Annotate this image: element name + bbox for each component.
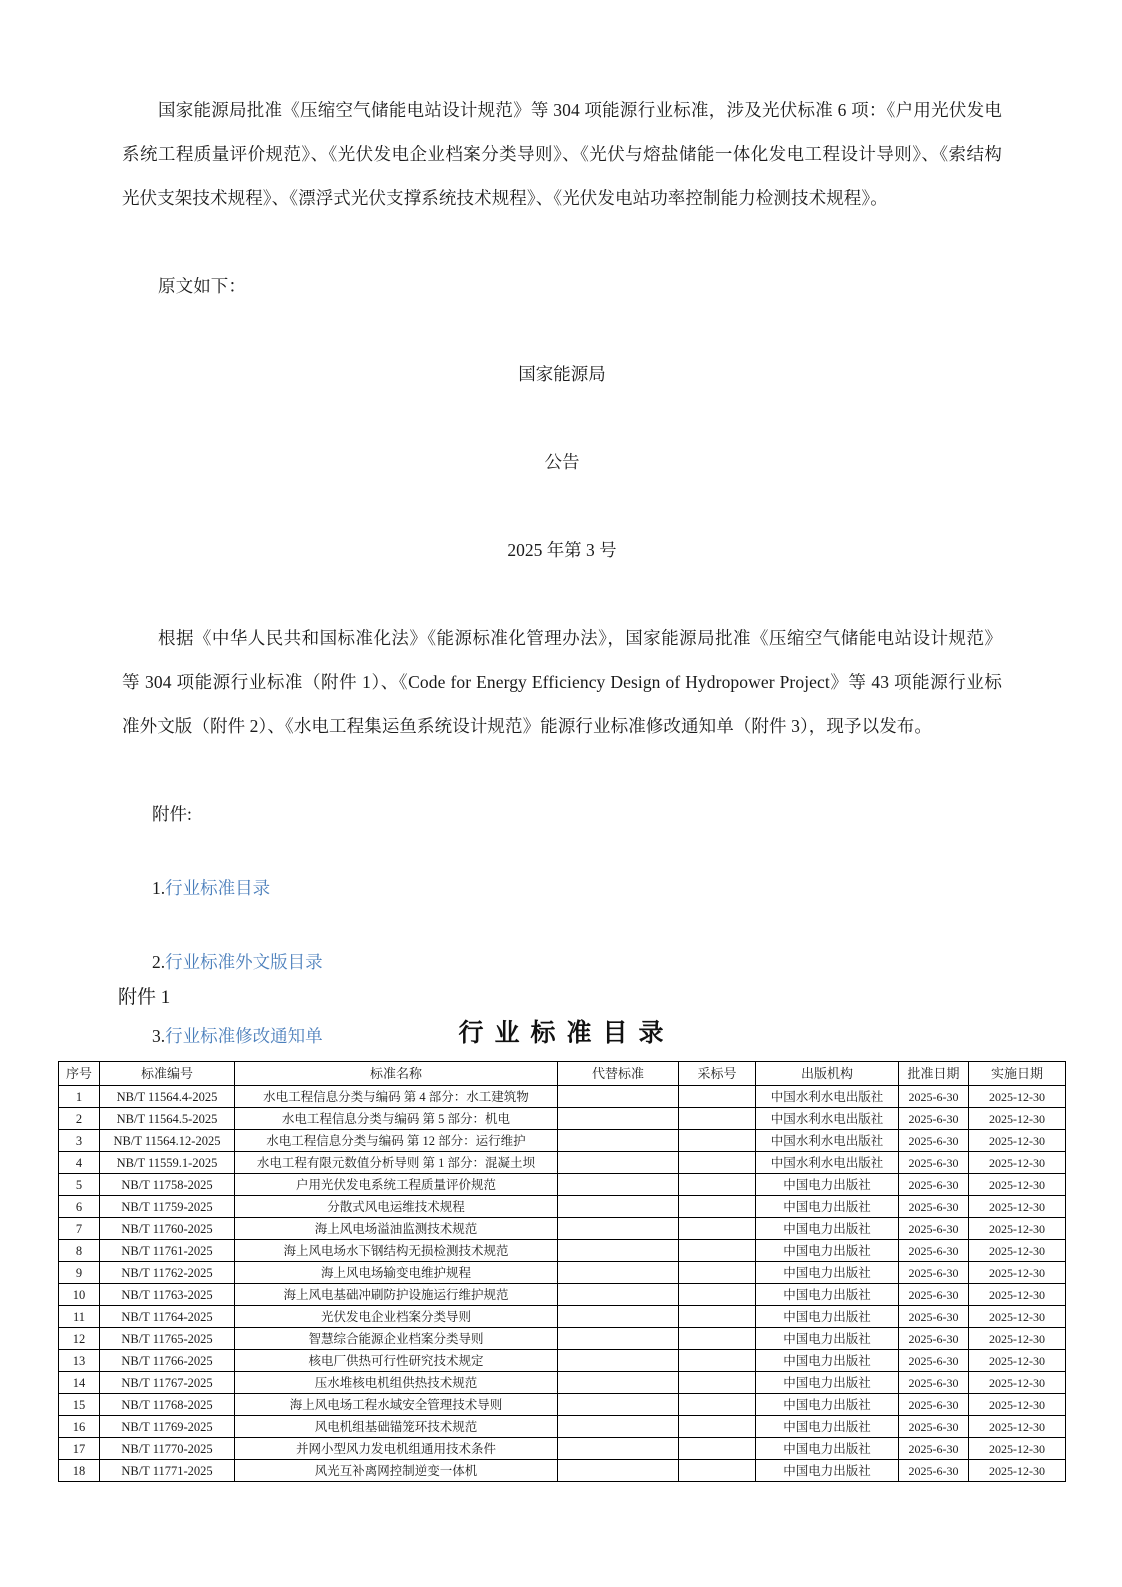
column-header-replaced: 代替标准 <box>558 1062 679 1086</box>
cell-approval-date: 2025-6-30 <box>899 1372 969 1394</box>
table-row <box>59 1372 1066 1394</box>
cell-publisher: 中国电力出版社 <box>756 1460 899 1482</box>
cell-approval-date: 2025-6-30 <box>899 1196 969 1218</box>
cell-code: NB/T 11760-2025 <box>100 1218 235 1240</box>
cell-replaced <box>558 1372 679 1394</box>
cell-approval-date: 2025-6-30 <box>899 1460 969 1482</box>
cell-publisher: 中国电力出版社 <box>756 1174 899 1196</box>
cell-adopted <box>679 1174 756 1196</box>
attachment-link-3[interactable]: 行业标准修改通知单 <box>165 1026 323 1046</box>
cell-adopted <box>679 1306 756 1328</box>
table-row <box>59 1328 1066 1350</box>
cell-effective-date: 2025-12-30 <box>969 1284 1066 1306</box>
cell-effective-date: 2025-12-30 <box>969 1108 1066 1130</box>
cell-replaced <box>558 1108 679 1130</box>
cell-adopted <box>679 1328 756 1350</box>
cell-serial: 18 <box>59 1460 100 1482</box>
cell-adopted <box>679 1350 756 1372</box>
cell-approval-date: 2025-6-30 <box>899 1130 969 1152</box>
cell-replaced <box>558 1130 679 1152</box>
cell-publisher: 中国水利水电出版社 <box>756 1108 899 1130</box>
cell-serial: 5 <box>59 1174 100 1196</box>
cell-adopted <box>679 1262 756 1284</box>
cell-serial: 1 <box>59 1086 100 1108</box>
cell-publisher: 中国电力出版社 <box>756 1284 899 1306</box>
cell-adopted <box>679 1394 756 1416</box>
cell-code: NB/T 11766-2025 <box>100 1350 235 1372</box>
cell-adopted <box>679 1240 756 1262</box>
cell-name: 海上风电场输变电维护规程 <box>235 1262 558 1284</box>
cell-serial: 17 <box>59 1438 100 1460</box>
column-header-serial: 序号 <box>59 1062 100 1086</box>
prose-region <box>122 88 1002 1058</box>
attachment-1-label: 附件 1 <box>118 987 171 1008</box>
cell-name: 海上风电场水下钢结构无损检测技术规范 <box>235 1240 558 1262</box>
cell-replaced <box>558 1240 679 1262</box>
cell-effective-date: 2025-12-30 <box>969 1438 1066 1460</box>
cell-serial: 4 <box>59 1152 100 1174</box>
body-paragraph: 根据《中华人民共和国标准化法》《能源标准化管理办法》，国家能源局批准《压缩空气储能电站设计规范》等 304 项能源行业标准（附件 1）、《Code for Energy Efficiency Design of Hydropower Project》等 43 项能源行业标准外文版（附件 2）、《水电工程集运鱼系统设计规范》能源行业标准修改通知单（附件 3），现予以发布。 <box>122 628 1002 736</box>
cell-code: NB/T 11559.1-2025 <box>100 1152 235 1174</box>
cell-replaced <box>558 1306 679 1328</box>
cell-approval-date: 2025-6-30 <box>899 1218 969 1240</box>
cell-publisher: 中国电力出版社 <box>756 1262 899 1284</box>
cell-approval-date: 2025-6-30 <box>899 1394 969 1416</box>
attachment-link-1[interactable]: 行业标准目录 <box>165 878 271 898</box>
intro-paragraph: 国家能源局批准《压缩空气储能电站设计规范》等 304 项能源行业标准，涉及光伏标准 6 项：《户用光伏发电系统工程质量评价规范》、《光伏发电企业档案分类导则》、《光伏与熔盐储能一体化发电工程设计导则》、《索结构光伏支架技术规程》、《漂浮式光伏支撑系统技术规程》、《光伏发电站功率控制能力检测技术规程》。 <box>122 100 1002 208</box>
cell-approval-date: 2025-6-30 <box>899 1416 969 1438</box>
table-header <box>59 1062 1066 1086</box>
cell-adopted <box>679 1372 756 1394</box>
industry-standard-catalog-table <box>58 1061 1066 1482</box>
cell-code: NB/T 11762-2025 <box>100 1262 235 1284</box>
original-text-label: 原文如下： <box>158 276 246 296</box>
cell-approval-date: 2025-6-30 <box>899 1284 969 1306</box>
cell-name: 水电工程信息分类与编码 第 5 部分：机电 <box>235 1108 558 1130</box>
document-number: 2025 年第 3 号 <box>507 540 617 560</box>
cell-code: NB/T 11764-2025 <box>100 1306 235 1328</box>
cell-effective-date: 2025-12-30 <box>969 1240 1066 1262</box>
table-row <box>59 1152 1066 1174</box>
table-row <box>59 1394 1066 1416</box>
cell-publisher: 中国电力出版社 <box>756 1196 899 1218</box>
cell-name: 核电厂供热可行性研究技术规定 <box>235 1350 558 1372</box>
attachment-number-3: 3. <box>152 1026 166 1046</box>
table-row <box>59 1196 1066 1218</box>
cell-approval-date: 2025-6-30 <box>899 1174 969 1196</box>
cell-serial: 3 <box>59 1130 100 1152</box>
cell-code: NB/T 11759-2025 <box>100 1196 235 1218</box>
cell-name: 智慧综合能源企业档案分类导则 <box>235 1328 558 1350</box>
table-body <box>59 1086 1066 1482</box>
cell-approval-date: 2025-6-30 <box>899 1306 969 1328</box>
cell-code: NB/T 11767-2025 <box>100 1372 235 1394</box>
cell-name: 海上风电场溢油监测技术规范 <box>235 1218 558 1240</box>
cell-publisher: 中国水利水电出版社 <box>756 1086 899 1108</box>
cell-publisher: 中国电力出版社 <box>756 1394 899 1416</box>
cell-code: NB/T 11769-2025 <box>100 1416 235 1438</box>
cell-approval-date: 2025-6-30 <box>899 1350 969 1372</box>
cell-effective-date: 2025-12-30 <box>969 1416 1066 1438</box>
cell-serial: 2 <box>59 1108 100 1130</box>
cell-adopted <box>679 1460 756 1482</box>
cell-serial: 9 <box>59 1262 100 1284</box>
cell-adopted <box>679 1152 756 1174</box>
table-row <box>59 1262 1066 1284</box>
cell-effective-date: 2025-12-30 <box>969 1350 1066 1372</box>
cell-effective-date: 2025-12-30 <box>969 1196 1066 1218</box>
cell-replaced <box>558 1196 679 1218</box>
cell-name: 风光互补离网控制逆变一体机 <box>235 1460 558 1482</box>
catalog-table-title: 行业标准目录 <box>458 1019 675 1047</box>
cell-adopted <box>679 1416 756 1438</box>
table-row <box>59 1460 1066 1482</box>
cell-effective-date: 2025-12-30 <box>969 1130 1066 1152</box>
cell-name: 水电工程信息分类与编码 第 4 部分：水工建筑物 <box>235 1086 558 1108</box>
cell-replaced <box>558 1460 679 1482</box>
cell-serial: 7 <box>59 1218 100 1240</box>
attachment-number-1: 1. <box>152 878 166 898</box>
table-row <box>59 1240 1066 1262</box>
cell-adopted <box>679 1438 756 1460</box>
table-header-row <box>59 1062 1066 1086</box>
cell-approval-date: 2025-6-30 <box>899 1086 969 1108</box>
cell-name: 压水堆核电机组供热技术规范 <box>235 1372 558 1394</box>
cell-approval-date: 2025-6-30 <box>899 1240 969 1262</box>
cell-name: 光伏发电企业档案分类导则 <box>235 1306 558 1328</box>
cell-adopted <box>679 1086 756 1108</box>
cell-name: 并网小型风力发电机组通用技术条件 <box>235 1438 558 1460</box>
spacer <box>122 748 1002 792</box>
cell-code: NB/T 11771-2025 <box>100 1460 235 1482</box>
column-header-code: 标准编号 <box>100 1062 235 1086</box>
cell-replaced <box>558 1416 679 1438</box>
cell-name: 分散式风电运维技术规程 <box>235 1196 558 1218</box>
cell-adopted <box>679 1196 756 1218</box>
cell-effective-date: 2025-12-30 <box>969 1218 1066 1240</box>
cell-serial: 6 <box>59 1196 100 1218</box>
table-row <box>59 1416 1066 1438</box>
cell-name: 海上风电场工程水域安全管理技术导则 <box>235 1394 558 1416</box>
cell-code: NB/T 11763-2025 <box>100 1284 235 1306</box>
cell-effective-date: 2025-12-30 <box>969 1328 1066 1350</box>
table-row <box>59 1174 1066 1196</box>
cell-approval-date: 2025-6-30 <box>899 1108 969 1130</box>
attachment-link-row-1 <box>122 866 1002 910</box>
cell-publisher: 中国电力出版社 <box>756 1218 899 1240</box>
attachments-label: 附件: <box>152 804 192 824</box>
table-row <box>59 1350 1066 1372</box>
cell-code: NB/T 11758-2025 <box>100 1174 235 1196</box>
cell-name: 风电机组基础锚笼环技术规范 <box>235 1416 558 1438</box>
spacer <box>122 396 1002 440</box>
cell-code: NB/T 11564.5-2025 <box>100 1108 235 1130</box>
column-header-adopted: 采标号 <box>679 1062 756 1086</box>
cell-replaced <box>558 1262 679 1284</box>
issuer-name: 国家能源局 <box>518 364 606 384</box>
column-header-effective-date: 实施日期 <box>969 1062 1066 1086</box>
attachment-number-2: 2. <box>152 952 166 972</box>
cell-replaced <box>558 1284 679 1306</box>
column-header-name: 标准名称 <box>235 1062 558 1086</box>
cell-effective-date: 2025-12-30 <box>969 1306 1066 1328</box>
cell-adopted <box>679 1284 756 1306</box>
cell-approval-date: 2025-6-30 <box>899 1328 969 1350</box>
cell-adopted <box>679 1130 756 1152</box>
cell-serial: 12 <box>59 1328 100 1350</box>
cell-code: NB/T 11770-2025 <box>100 1438 235 1460</box>
cell-serial: 16 <box>59 1416 100 1438</box>
cell-approval-date: 2025-6-30 <box>899 1152 969 1174</box>
cell-code: NB/T 11564.4-2025 <box>100 1086 235 1108</box>
cell-name: 户用光伏发电系统工程质量评价规范 <box>235 1174 558 1196</box>
table-row <box>59 1284 1066 1306</box>
cell-code: NB/T 11761-2025 <box>100 1240 235 1262</box>
cell-replaced <box>558 1174 679 1196</box>
cell-serial: 8 <box>59 1240 100 1262</box>
cell-effective-date: 2025-12-30 <box>969 1394 1066 1416</box>
cell-publisher: 中国电力出版社 <box>756 1306 899 1328</box>
table-row <box>59 1108 1066 1130</box>
spacer <box>122 308 1002 352</box>
cell-publisher: 中国水利水电出版社 <box>756 1152 899 1174</box>
cell-approval-date: 2025-6-30 <box>899 1438 969 1460</box>
cell-publisher: 中国电力出版社 <box>756 1350 899 1372</box>
cell-name: 水电工程信息分类与编码 第 12 部分：运行维护 <box>235 1130 558 1152</box>
cell-adopted <box>679 1218 756 1240</box>
table-row <box>59 1306 1066 1328</box>
cell-serial: 13 <box>59 1350 100 1372</box>
cell-serial: 14 <box>59 1372 100 1394</box>
cell-effective-date: 2025-12-30 <box>969 1262 1066 1284</box>
cell-effective-date: 2025-12-30 <box>969 1174 1066 1196</box>
table-row <box>59 1438 1066 1460</box>
cell-replaced <box>558 1218 679 1240</box>
cell-replaced <box>558 1350 679 1372</box>
cell-name: 海上风电基础冲刷防护设施运行维护规范 <box>235 1284 558 1306</box>
spacer <box>122 220 1002 264</box>
cell-replaced <box>558 1328 679 1350</box>
cell-replaced <box>558 1394 679 1416</box>
column-header-approval-date: 批准日期 <box>899 1062 969 1086</box>
cell-publisher: 中国电力出版社 <box>756 1416 899 1438</box>
cell-approval-date: 2025-6-30 <box>899 1262 969 1284</box>
attachment-link-row-2 <box>122 940 1002 984</box>
cell-publisher: 中国电力出版社 <box>756 1328 899 1350</box>
attachment-link-2[interactable]: 行业标准外文版目录 <box>165 952 323 972</box>
cell-replaced <box>558 1152 679 1174</box>
document-type: 公告 <box>544 452 580 472</box>
cell-publisher: 中国电力出版社 <box>756 1240 899 1262</box>
spacer <box>122 484 1002 528</box>
table-row <box>59 1086 1066 1108</box>
cell-effective-date: 2025-12-30 <box>969 1086 1066 1108</box>
cell-adopted <box>679 1108 756 1130</box>
table-row <box>59 1218 1066 1240</box>
cell-serial: 15 <box>59 1394 100 1416</box>
table-row <box>59 1130 1066 1152</box>
cell-publisher: 中国电力出版社 <box>756 1372 899 1394</box>
spacer <box>122 572 1002 616</box>
cell-replaced <box>558 1086 679 1108</box>
cell-publisher: 中国水利水电出版社 <box>756 1130 899 1152</box>
cell-effective-date: 2025-12-30 <box>969 1152 1066 1174</box>
column-header-publisher: 出版机构 <box>756 1062 899 1086</box>
cell-code: NB/T 11564.12-2025 <box>100 1130 235 1152</box>
cell-replaced <box>558 1438 679 1460</box>
cell-effective-date: 2025-12-30 <box>969 1460 1066 1482</box>
cell-effective-date: 2025-12-30 <box>969 1372 1066 1394</box>
cell-publisher: 中国电力出版社 <box>756 1438 899 1460</box>
cell-name: 水电工程有限元数值分析导则 第 1 部分：混凝土坝 <box>235 1152 558 1174</box>
cell-serial: 11 <box>59 1306 100 1328</box>
cell-code: NB/T 11768-2025 <box>100 1394 235 1416</box>
cell-serial: 10 <box>59 1284 100 1306</box>
cell-code: NB/T 11765-2025 <box>100 1328 235 1350</box>
